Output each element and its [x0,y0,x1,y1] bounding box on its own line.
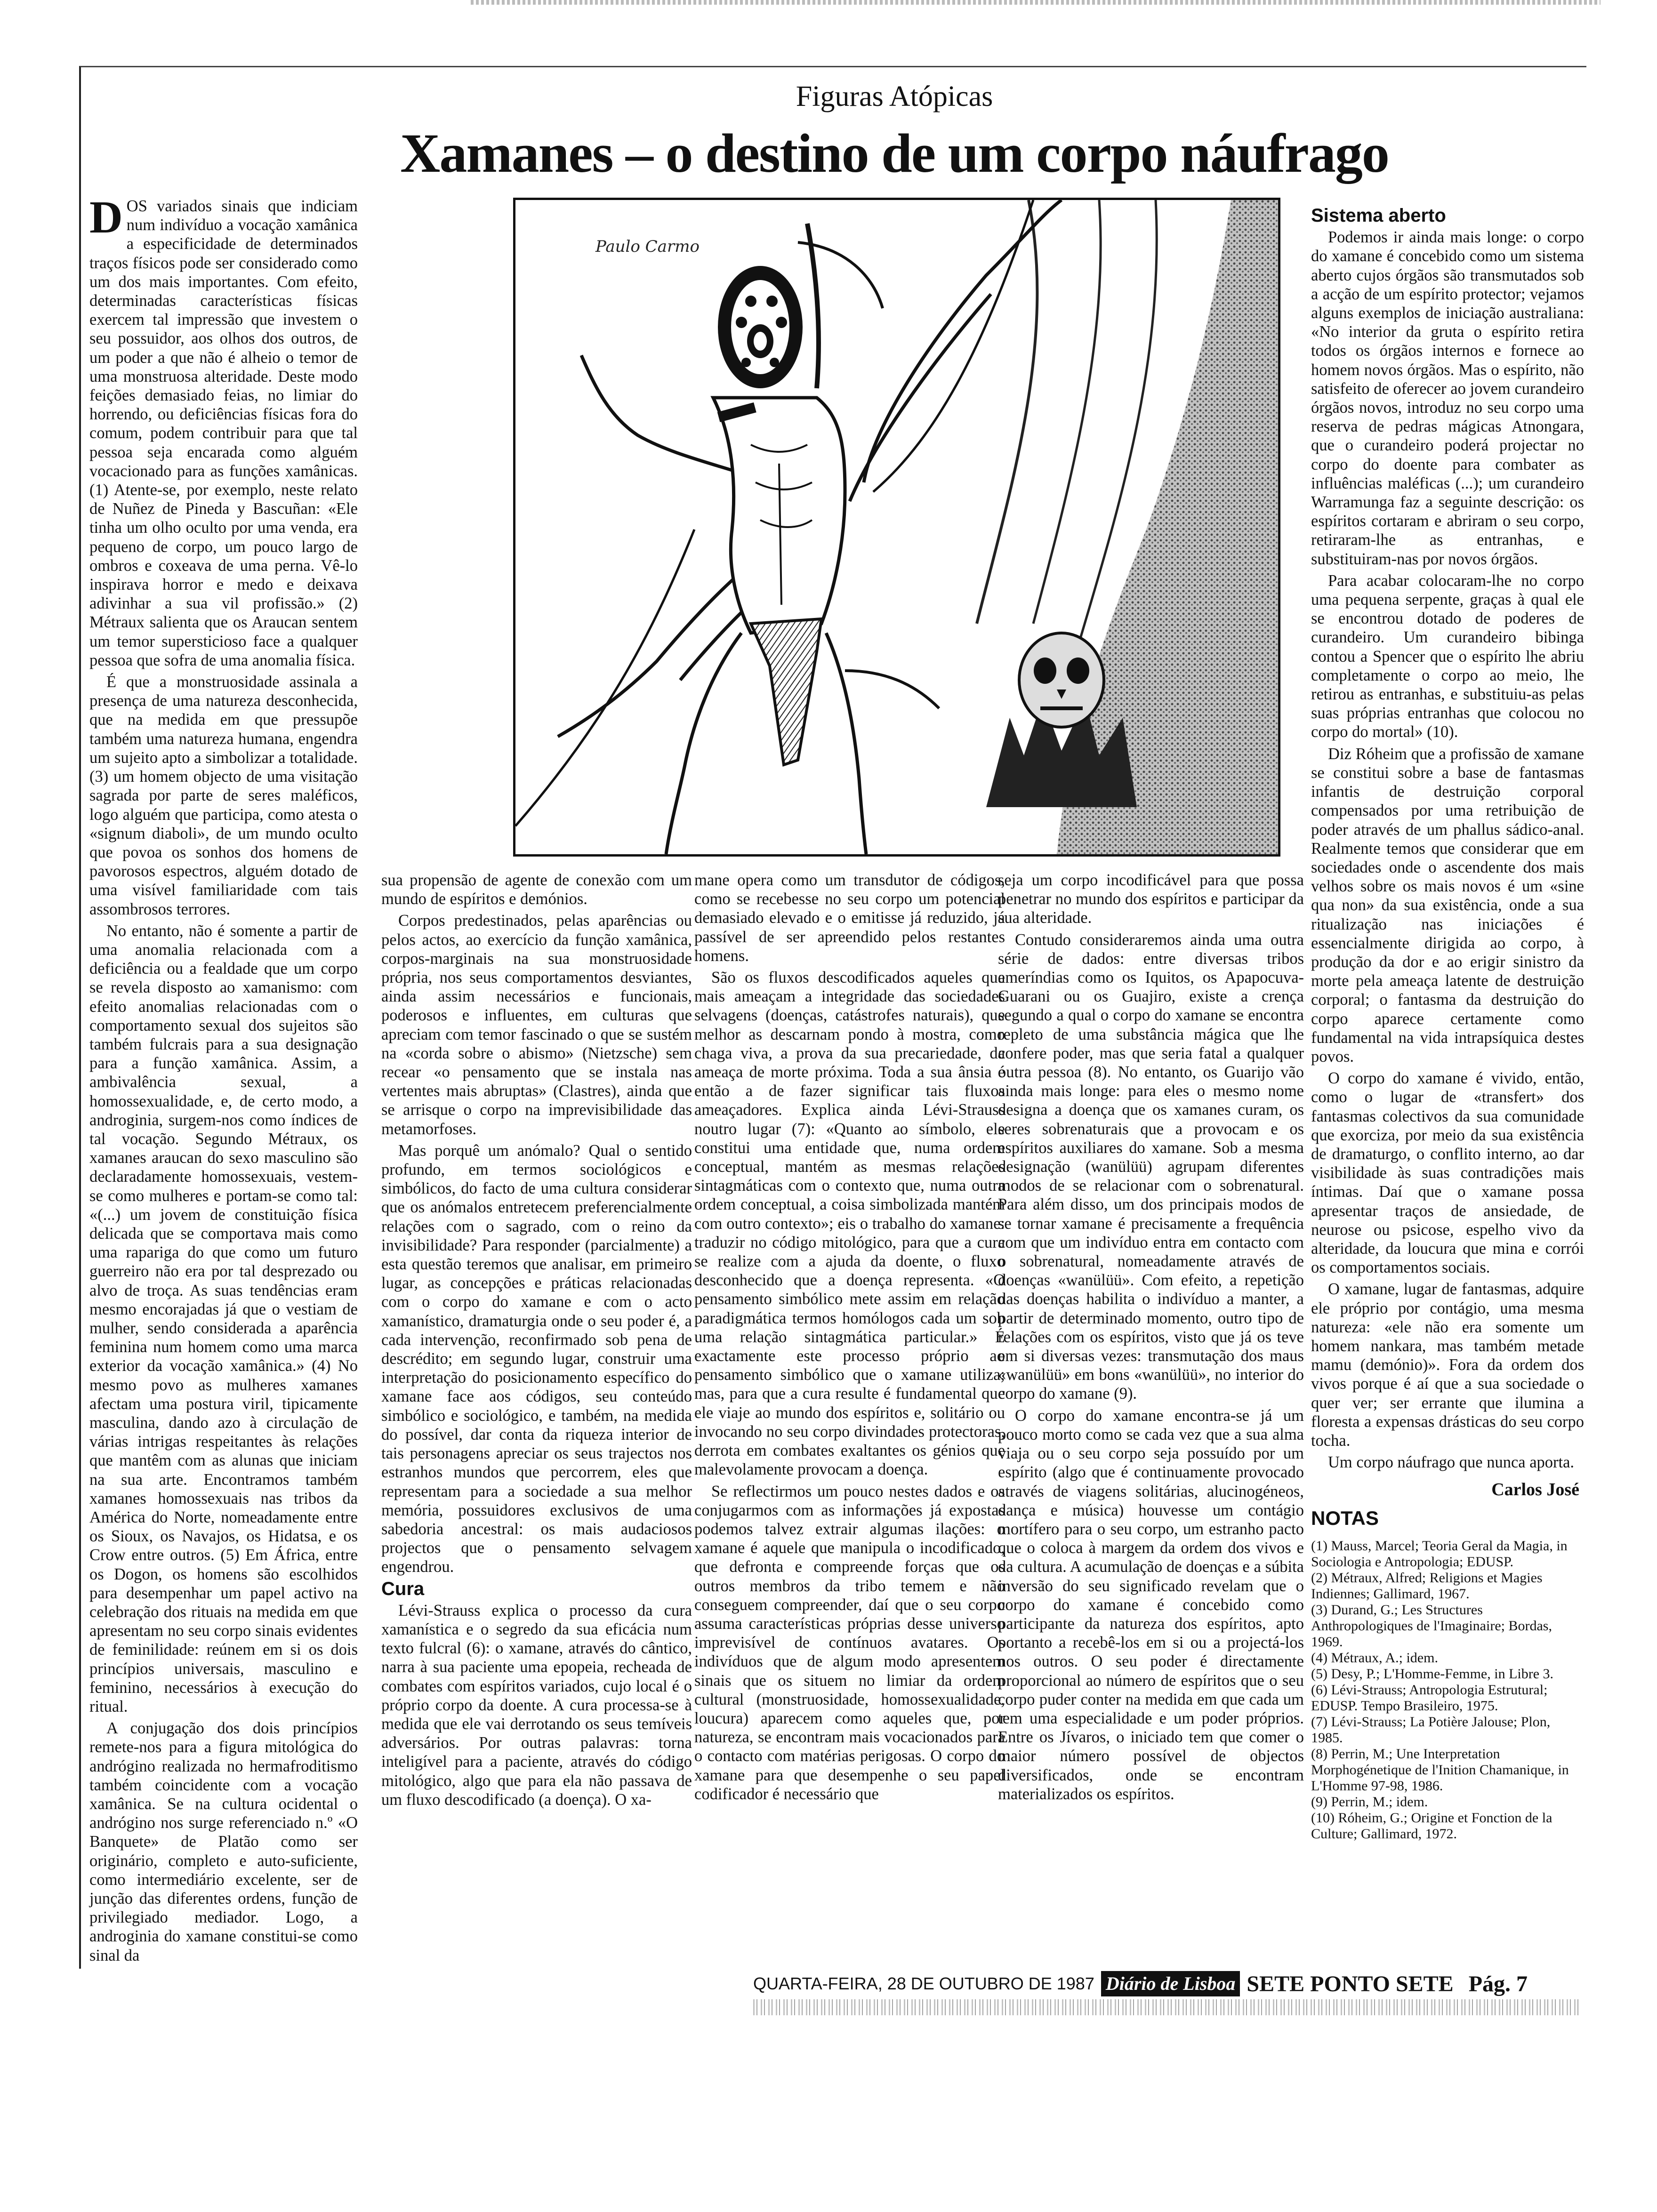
mask-head [718,266,803,388]
section-kicker: Figuras Atópicas [796,80,993,112]
note-item: (7) Lévi-Strauss; La Potière Jalouse; Plon, 1985. [1311,1714,1551,1746]
paragraph: Se reflectirmos um pouco nestes dados e os conjugarmos com as informações já expostas podemos talvez extrair algumas ilações: o xamane é aquele que manipula o incodificado, que defronta e compreende forças que os outros membros da tribo temem e não conseguem compreender, daí que o seu corpo assuma características próprias desse universo imprevisível de contínuos avatares. Os indivíduos que de algum modo apresentem sinais que os situem no limiar da ordem cultural (monstruosidade, homossexualidade, loucura) aparecem como aqueles que, por natureza, se encontram mais vocacionados para o contacto com matérias perigosas. O corpo do xamane para que desempenhe o seu papel codificador é necessário que [694,1482,1005,1803]
scan-edge-noise [471,0,1601,5]
note-item: (1) Mauss, Marcel; Teoria Geral da Magia, in Sociologia e Antropologia; EDUSP. [1311,1538,1568,1570]
paragraph: Contudo consideraremos ainda uma outra série de dados: entre diversas tribos ameríndias como os Iquitos, os Apapocuva-Guarani ou os Guajiro, existe a crença segundo a qual o corpo do xamane se encontra repleto de uma substância mágica que lhe confere poder, mas que seria fatal a qualquer outra pessoa (8). No entanto, os Guarijo vão ainda mais longe: para eles o mesmo nome designa a doença que os xamanes curam, os seres sobrenaturais que a provocam e os espíritos auxiliares do xamane. Sob a mesma designação (wanülüü) agrupam diferentes modos de se relacionar com o sobrenatural. Para além disso, um dos principais modos de se tornar xamane é precisamente a frequência com que um indivíduo entra em contacto com o sobrenatural, nomeadamente através de doenças «wanülüü». Com efeito, a repetição das doenças habilita o indivíduo a manter, a partir de determinado momento, outro tipo de relações com os espíritos, visto que já os teve em si diversas vezes: transmutação dos maus «wanülüü» em bons «wanülüü», no interior do corpo do xamane (9). [998,930,1304,1403]
paragraph: A conjugação dos dois princípios remete-nos para a figura mitológica do andrógino realizada no hermafroditismo também coincidente com a vocação xamânica. Se na cultura ocidental o andrógino nos surge referenciado n.º «O Banquete» de Platão como ser originário, completo e auto-suficiente, como intermediário excelente, ser de junção das diferentes ordens, função de privilegiado mediador. Logo, a androginia do xamane constitui-se como sinal da [89,1719,358,1964]
shaman-drawing [515,200,1278,854]
note-item: (10) Róheim, G.; Origine et Fonction de la Culture; Gallimard, 1972. [1311,1810,1552,1842]
paragraph: Diz Róheim que a profissão de xamane se constitui sobre a base de fantasmas infantis de destruição corporal compensados por uma retribuição de poder através de um phallus sádico-anal. Realmente temos que considerar que em sociedades onde o ascendente dos mais velhos sobre os mais novos é um «sine qua non» da sua existência, onde a sua ritualização nas iniciações é essencialmente dirigida ao corpo, à produção da dor e ao erigir sinistro da morte pela ameaça latente de destruição corporal; o fantasma da destruição do corpo aparece certamente como fundamental na vida intrapsíquica destes povos. [1311,745,1584,1066]
paragraph: Corpos predestinados, pelas aparências ou pelos actos, ao exercício da função xamânica, corpos-marginais na sua monstruosidade própria, nos seus comportamentos desviantes, ainda assim necessários e funcionais, poderosos e influentes, em culturas que apreciam com temor fascinado o que se sustém na «corda sobre o abismo» (Nietzsche) sem recear «o pensamento que se instala nas vertentes mais abruptas» (Clastres), ainda que se arrisque o corpo na imprevisibilidade das metamorfoses. [381,912,692,1138]
page-footer [753,1967,1582,2000]
issue-date: QUARTA-FEIRA, 28 DE OUTUBRO DE 1987 [753,1974,1094,1993]
paragraph: Mas porquê um anómalo? Qual o sentido profundo, em termos sociológicos e simbólicos, do facto de uma cultura considerar que os anómalos entretecem preferencialmente relações com o sagrado, com o reino da invisibilidade? Para responder (parcialmente) a esta questão teremos que analisar, em primeiro lugar, as concepções e práticas relacionadas com o corpo do xamane e com o acto xamanístico, dramaturgia onde o seu poder é, a cada intervenção, reconfirmado sob pena de descrédito; em segundo lugar, construir uma interpretação do posicionamento específico do xamane face aos códigos, seu conteúdo simbólico e sociológico, e também, na medida do possível, dar conta da riqueza interior de tais personagens apreciar os seus trajectos nos estranhos mundos que percorrem, eles que representam para a sociedade a sua melhor memória, possuidores exclusivos de uma sabedoria ancestral: os mais audaciosos projectos que o pensamento selvagem engendrou. [381,1141,692,1576]
paragraph-text: OS variados sinais que indiciam num indivíduo a vocação xamânica a especificidade de determinados traços físicos pode ser considerado como um dos mais importantes. Com efeito, determinadas características físicas exercem tal impressão que investem o seu possuidor, aos olhos dos outros, de um poder a que não é alheio o temor de uma monstruosa alteridade. Deste modo feições demasiado feias, no limiar do horrendo, ou deficiências físicas fora do comum, podem contribuir para que tal pessoa seja encarada como alguém vocacionado para as funções xamânicas. (1) Atente-se, por exemplo, neste relato de Nuñez de Pineda y Bascuñan: «Ele tinha um olho oculto por uma venda, era pequeno de corpo, um pouco largo de ombros e coxeava de uma perna. Vê-lo inspirava horror e medo e deixava adivinhar a sua vil profissão.» (2) Métraux salienta que os Araucan sentem um temor supersticioso face a qualquer pessoa que sofra de uma anomalia física. [89,197,358,669]
column-2 [381,871,692,1944]
paragraph: É que a monstruosidade assinala a presença de uma natureza desconhecida, que na medida em que pressupõe também uma natureza humana, engendra um sujeito apto a simbolizar a totalidade. (3) um homem objecto de uma visitação sagrada por parte de seres maléficos, logo alguém que participa, como atesta o «signum diaboli», de um mundo oculto que povoa os sonhos dos homens de pavorosos espectros, alguém dotado de uma visível familiaridade com tais assombrosos terrores. [89,673,358,918]
scan-noise-strip [753,1999,1582,2015]
paragraph: O corpo do xamane é vivido, então, como o lugar de «transfert» dos fantasmas colectivos da sua comunidade que exorciza, por meio da sua existência de dramaturgo, o conflito interno, ao dar visibilidade às suas contradições mais íntimas. Daí que o xamane possa apresentar traços de ansiedade, de neurose ou psicose, espelho vivo da alteridade, da loucura que mina e corrói os comportamentos sociais. [1311,1069,1584,1277]
paragraph: Um corpo náufrago que nunca aportа. [1328,1453,1575,1472]
column-4 [998,871,1304,1944]
note-item: (5) Desy, P.; L'Homme-Femme, in Libre 3. [1311,1666,1554,1682]
paragraph: Podemos ir ainda mais longe: o corpo do xamane é concebido como um sistema aberto cujos órgãos são transmutados sob a acção de um espírito protector; vejamos alguns exemplos de iniciação australiana: «No interior da gruta o espírito retira todos os órgãos internos e fornece ao homem novos órgãos. Mas o espírito, não satisfeito de oferecer ao jovem curandeiro órgãos novos, introduz no seu corpo uma reserva de pedras mágicas Atnongara, que o curandeiro poderá projectar no corpo do doente para combater as influências maléficas (...); um curandeiro Warramunga faz a seguinte descrição: os espíritos cortaram e abriram o seu corpo, retiraram-lhe as entranhas, e substituiram-nas por novos órgãos. [1311,228,1584,568]
paragraph: sua propensão de agente de conexão com um mundo de espíritos e demónios. [381,871,692,908]
column-5 [1311,206,1584,1948]
note-item: (3) Durand, G.; Les Structures Anthropologiques de l'Imaginaire; Bordas, 1969. [1311,1602,1552,1650]
newspaper-masthead: Diário de Lisboa [1101,1971,1240,1996]
subheading-sistema-aberto: Sistema aberto [1311,205,1446,226]
paragraph: Lévi-Strauss explica o processo da cura xamanística e o segredo da sua eficácia num texto fulcral (6): o xamane, através do cântico, narra à sua paciente uma epopeia, recheada de combates com espíritos variados, cujo local é o próprio corpo da doente. A cura processa-se à medida que ele vai derrotando os seus temíveis adversários. Por outras palavras: torna inteligível para a paciente, através do código mitológico, algo que para ela não passava de um fluxo descodificado (a doença). O xa- [381,1601,692,1809]
paragraph: O corpo do xamane encontra-se já um pouco morto como se cada vez que a sua alma viaja ou o seu corpo seja possuído por um espírito (algo que é continuamente provocado através de viagens solitárias, alucinogéneos, dança e música) houvesse um contágio mortífero para o seu corpo, um estranho pacto que o coloca à margem da ordem dos vivos e da cultura. A acumulação de doenças e a súbita inversão do seu significado revelam que o corpo do xamane é concebido como participante da natureza dos espíritos, apto portanto a recebê-los em si ou a projectá-los nos outros. O seu poder é directamente proporcional ao número de espíritos que o seu corpo puder conter na medida em que cada um tem uma especialidade e um poder próprios. Entre os Jívaros, o iniciado tem que comer o maior número possível de objectos diversificados, onde se encontram materializados os espíritos. [998,1406,1304,1803]
drop-cap: D [89,192,123,243]
paragraph: No entanto, não é somente a partir de uma anomalia relacionada com a deficiência ou a fealdade que um corpo se revela disposto ao xamanismo: com efeito anomalias relacionadas com o comportamento sexual dos sujeitos são também fulcrais para a sua designação para a função xamânica. Assim, a ambivalência sexual, a homossexualidade, e, de certo modo, a androginia, surgem-nos como índices de tal vocação. Segundo Métraux, os xamanes araucan do sexo masculino são declaradamente homossexuais, vestem-se como mulheres e portam-se como tal: «(...) um jovem de constituição física delicada que se comportava mais como uma rapariga do que como um futuro guerreiro não era por tal desprezado ou alvo de troça. As suas tendências eram mesmo encorajadas já que o vestiam de mulher, sendo considerada a aparência feminina num homem como uma marca exterior da vocação xamânica.» (4) No mesmo povo as mulheres xamanes afectam uma postura viril, tipicamente masculina, dando azo à circulação de várias intrigas respeitantes às relações que mantêm com as alunas que iniciam na sua arte. Encontramos também xamanes homossexuais nas tribos da América do Norte, nomeadamente entre os Sioux, os Navajos, os Hidatsa, e os Crow entre outros. (5) Em África, entre os Dogon, os homens são escolhidos para desempenhar um papel activo na celebração dos rituais na medida em que apresentam no seu corpo sinais evidentes de feminilidade: reúnem em si os dois princípios universais, masculino e feminino, necessários à execução do ritual. [89,922,358,1716]
paragraph: São os fluxos descodificados aqueles que mais ameaçam a integridade das sociedades selvagens (doenças, catástrofes naturais), que melhor as descarnam pondo à mostra, como chaga viva, a prova da sua precariedade, da ameaça de morte próxima. Toda a sua ânsia é então a de fazer significar tais fluxos ameaçadores. Explica ainda Lévi-Strauss noutro lugar (7): «Quanto ao símbolo, ele constitui uma entidade que, numa ordem conceptual, mantém as mesmas relações sintagmáticas com o contexto que, numa outra ordem conceptual, a coisa simbolizada mantém com outro contexto»; eis o trabalho do xamane: traduzir no código mitológico, para que a cura se realize com a ajuda da doente, o fluxo desconhecido que a doença representa. «O pensamento simbólico mete assim em relação paradigmática termos homólogos cada um sob uma relação sintagmática particular.» É exactamente este processo próprio ao pensamento simbólico que o xamane utiliza; mas, para que a cura resulte é fundamental que ele viaje ao mundo dos espíritos e, solitário ou invocando no seu corpo divindades protectoras, derrota em combates exaltantes os génios que malevolamente provocam a doença. [694,969,1005,1479]
paragraph: O xamane, lugar de fantasmas, adquire ele próprio por contágio, uma mesma natureza: «ele não era somente um homem nankara, mas também metade mamu (demónio)». Fora da ordem dos vivos porque é aí que a sua sociedade o quer ver; ser errante que ilumina a floresta a expensas drásticas do seu corpo tocha. [1311,1280,1584,1450]
note-item: (6) Lévi-Strauss; Antropologia Estrutural; EDUSP. Tempo Brasileiro, 1975. [1311,1682,1548,1714]
notes-heading: NOTAS [1311,1507,1379,1529]
article-headline: Xamanes – o destino de um corpo náufrago [400,122,1389,184]
paragraph: seja um corpo incodificável para que possa penetrar no mundo dos espíritos e participar da sua alteridade. [998,871,1304,927]
notes-list [1311,1538,1584,1842]
note-item: (2) Métraux, Alfred; Religions et Magies Indiennes; Gallimard, 1967. [1311,1570,1543,1602]
section-name: SETE PONTO SETE [1247,1971,1454,1996]
note-item: (4) Métraux, A.; idem. [1311,1650,1438,1666]
page-number: Pág. 7 [1468,1971,1528,1996]
note-item: (9) Perrin, M.; idem. [1311,1794,1428,1810]
note-item: (8) Perrin, M.; Une Interpretation Morphogénetique de l'Inition Chamanique, in L'Homme 97-98, 1986. [1311,1746,1569,1794]
illustration [513,198,1280,857]
subheading-cura: Cura [381,1578,425,1599]
paragraph: Para acabar colocaram-lhe no corpo uma pequena serpente, graças à qual ele se encontrou dotado de poderes de curandeiro. Um curandeiro bibinga contou a Spencer que o espírito lhe abriu completamente o corpo ao meio, lhe retirou as entranhas, e substituiu-as pelas suas próprias entranhas que colocou no corpo do mortal» (10). [1311,571,1584,741]
column-1 [89,192,358,1964]
author-byline: Carlos José [1491,1480,1579,1500]
artist-signature: Paulo Carmo [595,237,700,256]
paragraph: mane opera como um transdutor de códigos, como se recebesse no seu corpo um potencial demasiado elevado e o emitisse já reduzido, já passível de ser apreendido pelos restantes homens. [694,871,1005,965]
column-3 [694,871,1005,1944]
paragraph [89,192,358,670]
